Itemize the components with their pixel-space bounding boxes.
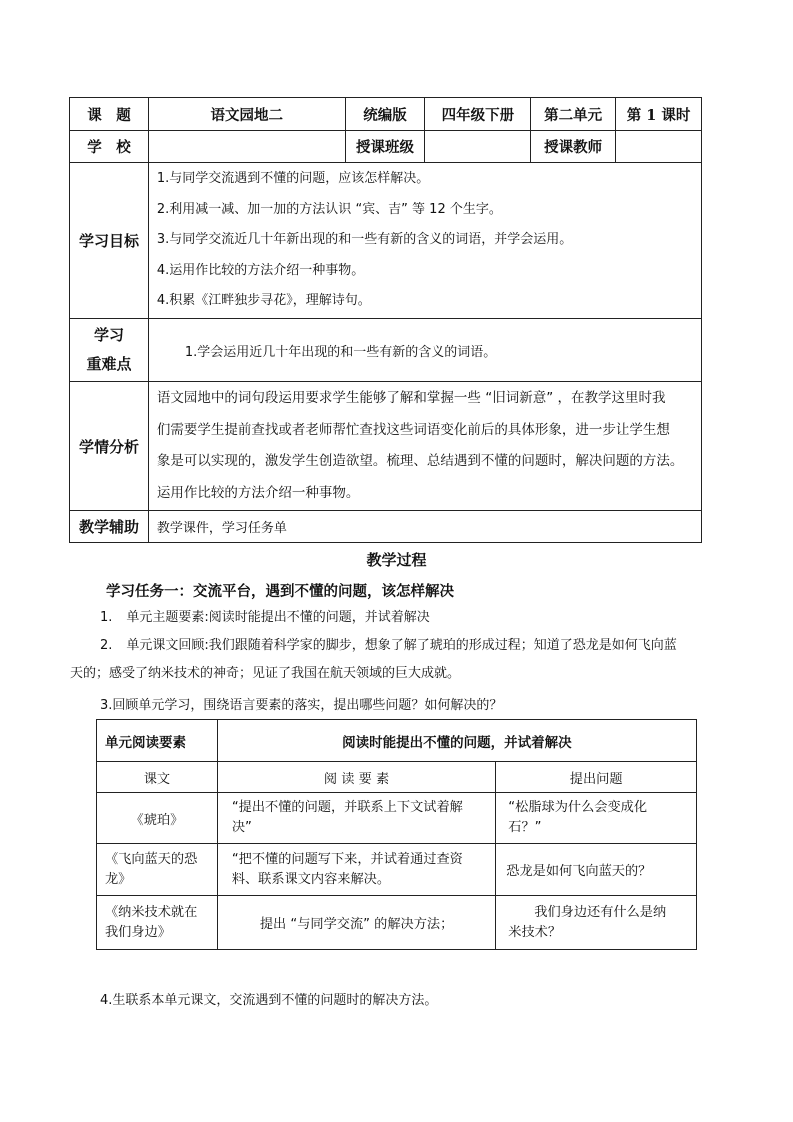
table-row xyxy=(97,793,697,844)
goal-item: 3.与同学交流近几十年新出现的和一些有新的含义的词语，并学会运用。 xyxy=(156,232,573,248)
process-title: 教学过程 xyxy=(366,551,427,569)
row-element: “把不懂的问题写下来，并试着通过查资 料、联系课文内容来解决。 xyxy=(217,844,495,896)
table-row xyxy=(97,844,697,896)
aids-text: 教学课件，学习任务单 xyxy=(148,511,701,543)
teacher-label: 授课教师 xyxy=(531,131,616,163)
col-header-question: 提出问题 xyxy=(496,762,697,793)
key-points-label: 学习 重难点 xyxy=(70,319,149,382)
grade: 四年级下册 xyxy=(425,98,531,131)
col-header-element: 阅 读 要 素 xyxy=(217,762,495,793)
goal-item: 2.利用减一减、加一加的方法认识 “宾、吉” 等 12 个生字。 xyxy=(156,201,502,217)
row-question: “松脂球为什么会变成化 石？” xyxy=(496,793,697,844)
unit: 第二单元 xyxy=(531,98,616,131)
process-item-3: 3.回顾单元学习，围绕语言要素的落实，提出哪些问题？如何解决的？ xyxy=(100,698,503,713)
reading-elements-table xyxy=(96,719,697,950)
col-header-lesson: 课文 xyxy=(97,762,218,793)
goal-item: 4.运用作比较的方法介绍一种事物。 xyxy=(156,262,365,278)
process-item-2: 2. 单元课文回顾:我们跟随着科学家的脚步，想象了解了琥珀的形成过程；知道了恐龙是如何飞向蓝 xyxy=(100,638,677,653)
goal-item: 1.与同学交流遇到不懂的问题，应该怎样解决。 xyxy=(156,171,430,187)
school-value xyxy=(148,131,345,163)
analysis-text: 语文园地中的词句段运用要求学生能够了解和掌握一些 “旧词新意” ，在教学这里时我 们需要学生提前查找或者老师帮忙查找这些词语变化前后的具体形象，进一步让学生想 象是可以实现的，激发学生创造欲望。梳理、总结遇到不懂的问题时，解决问题的方法。 运用作比较的方法介绍一种事物。 xyxy=(148,382,701,511)
process-item-4: 4.生联系本单元课文，交流遇到不懂的问题时的解决方法。 xyxy=(100,993,438,1008)
lesson-info-table xyxy=(69,97,702,543)
edition: 统编版 xyxy=(345,98,425,131)
row-question: 恐龙是如何飞向蓝天的？ xyxy=(496,844,697,896)
lesson-label: 课 题 xyxy=(70,98,149,131)
class-value xyxy=(425,131,531,163)
analysis-label: 学情分析 xyxy=(70,382,149,511)
process-item-2-cont: 天的；感受了纳米技术的神奇；见证了我国在航天领域的巨大成就。 xyxy=(70,666,461,681)
row-element: “提出不懂的问题，并联系上下文试着解 决” xyxy=(217,793,495,844)
goals-list xyxy=(148,163,701,319)
school-label: 学 校 xyxy=(70,131,149,163)
table-row xyxy=(97,896,697,950)
row-element: 提出 “与同学交流” 的解决方法； xyxy=(217,896,495,950)
lesson-name: 语文园地二 xyxy=(148,98,345,131)
reading-head-label: 单元阅读要素 xyxy=(97,720,218,762)
process-item-1: 1. 单元主题要素:阅读时能提出不懂的问题，并试着解决 xyxy=(100,610,430,625)
row-lesson: 《纳米技术就在 我们身边》 xyxy=(97,896,218,950)
row-question: 我们身边还有什么是纳 米技术？ xyxy=(496,896,697,950)
row-lesson: 《飞向蓝天的恐 龙》 xyxy=(97,844,218,896)
aids-label: 教学辅助 xyxy=(70,511,149,543)
key-points-text: 1.学会运用近几十年出现的和一些有新的含义的词语。 xyxy=(148,319,701,382)
task1-heading: 学习任务一：交流平台，遇到不懂的问题，该怎样解决 xyxy=(106,584,454,600)
reading-head-value: 阅读时能提出不懂的问题，并试着解决 xyxy=(217,720,696,762)
row-lesson: 《琥珀》 xyxy=(97,793,218,844)
teacher-value xyxy=(616,131,702,163)
period: 第 1 课时 xyxy=(616,98,702,131)
goals-label: 学习目标 xyxy=(70,163,149,319)
goal-item: 4.积累《江畔独步寻花》，理解诗句。 xyxy=(156,293,371,309)
class-label: 授课班级 xyxy=(345,131,425,163)
